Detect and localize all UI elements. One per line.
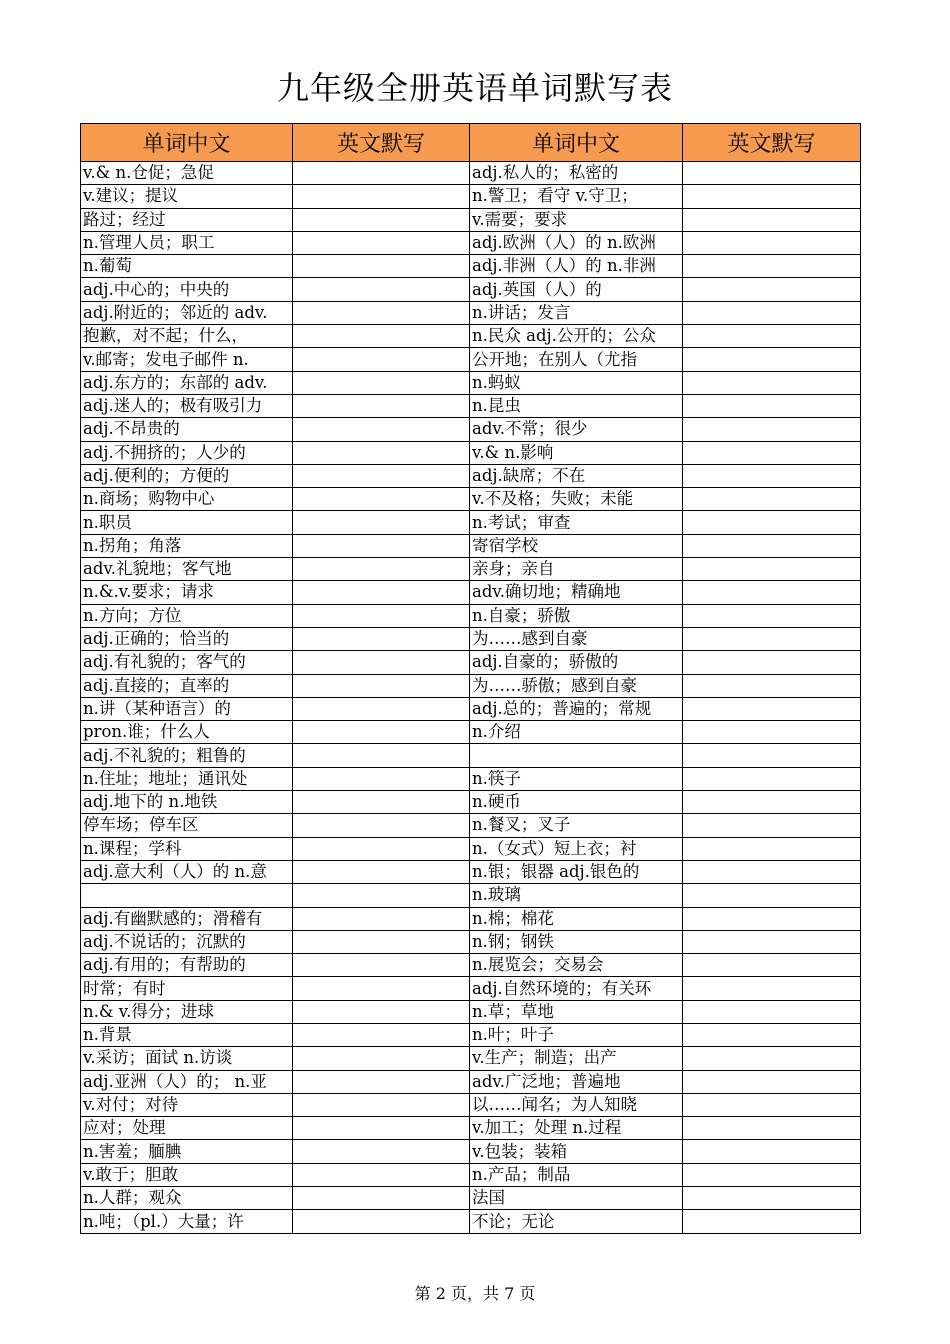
table-row [81, 884, 861, 907]
answer-cell-right[interactable] [683, 1023, 861, 1046]
table-row [81, 348, 861, 371]
table-row [81, 418, 861, 441]
answer-cell-left[interactable] [293, 744, 470, 767]
answer-cell-left[interactable] [293, 581, 470, 604]
answer-cell-right[interactable] [683, 604, 861, 627]
chinese-cell-left: 路过；经过 [81, 208, 293, 231]
answer-cell-left[interactable] [293, 1140, 470, 1163]
table-row [81, 767, 861, 790]
table-row [81, 860, 861, 883]
answer-cell-right[interactable] [683, 767, 861, 790]
answer-cell-right[interactable] [683, 558, 861, 581]
header-english-left: 英文默写 [293, 124, 470, 162]
answer-cell-right[interactable] [683, 1000, 861, 1023]
table-body [81, 162, 861, 1234]
answer-cell-left[interactable] [293, 930, 470, 953]
answer-cell-right[interactable] [683, 325, 861, 348]
answer-cell-left[interactable] [293, 954, 470, 977]
chinese-cell-left: n.害羞；腼腆 [81, 1140, 293, 1163]
table-row [81, 1093, 861, 1116]
answer-cell-right[interactable] [683, 185, 861, 208]
chinese-cell-right: adj.私人的；私密的 [470, 162, 683, 185]
answer-cell-left[interactable] [293, 325, 470, 348]
table-row [81, 954, 861, 977]
answer-cell-left[interactable] [293, 488, 470, 511]
answer-cell-right[interactable] [683, 930, 861, 953]
chinese-cell-right: adj.欧洲（人）的 n.欧洲 [470, 231, 683, 254]
answer-cell-left[interactable] [293, 907, 470, 930]
answer-cell-right[interactable] [683, 884, 861, 907]
table-row [81, 977, 861, 1000]
table-row [81, 1140, 861, 1163]
header-chinese-right: 单词中文 [470, 124, 683, 162]
chinese-cell-left: n.方向；方位 [81, 604, 293, 627]
answer-cell-right[interactable] [683, 721, 861, 744]
table-row [81, 651, 861, 674]
chinese-cell-left: n.讲（某种语言）的 [81, 697, 293, 720]
answer-cell-right[interactable] [683, 488, 861, 511]
chinese-cell-left: n.背景 [81, 1023, 293, 1046]
chinese-cell-left: n.吨；（pl.）大量；许 [81, 1210, 293, 1233]
table-row [81, 301, 861, 324]
answer-cell-left[interactable] [293, 464, 470, 487]
table-row [81, 1163, 861, 1186]
table-row [81, 441, 861, 464]
table-row [81, 814, 861, 837]
answer-cell-left[interactable] [293, 534, 470, 557]
answer-cell-left[interactable] [293, 1047, 470, 1070]
chinese-cell-right: v.生产；制造；出产 [470, 1047, 683, 1070]
chinese-cell-right: adj.英国（人）的 [470, 278, 683, 301]
chinese-cell-left: n.& v.得分；进球 [81, 1000, 293, 1023]
page-title: 九年级全册英语单词默写表 [276, 69, 673, 107]
answer-cell-left[interactable] [293, 511, 470, 534]
answer-cell-right[interactable] [683, 697, 861, 720]
chinese-cell-right: adv.不常；很少 [470, 418, 683, 441]
chinese-cell-left: n.葡萄 [81, 255, 293, 278]
chinese-cell-right: v.包装；装箱 [470, 1140, 683, 1163]
answer-cell-right[interactable] [683, 814, 861, 837]
table-row [81, 255, 861, 278]
table-row [81, 697, 861, 720]
page-footer: 第 2 页，共 7 页 [414, 1284, 536, 1303]
answer-cell-right[interactable] [683, 1070, 861, 1093]
answer-cell-left[interactable] [293, 1070, 470, 1093]
table-row [81, 604, 861, 627]
answer-cell-right[interactable] [683, 1210, 861, 1233]
chinese-cell-left: adj.附近的；邻近的 adv. [81, 301, 293, 324]
table-row [81, 325, 861, 348]
chinese-cell-left: adj.中心的；中央的 [81, 278, 293, 301]
chinese-cell-right: n.草；草地 [470, 1000, 683, 1023]
chinese-cell-left: adj.有用的；有帮助的 [81, 954, 293, 977]
chinese-cell-left: adj.亚洲（人）的； n.亚 [81, 1070, 293, 1093]
chinese-cell-right: 不论；无论 [470, 1210, 683, 1233]
chinese-cell-left: v.敢于；胆敢 [81, 1163, 293, 1186]
answer-cell-right[interactable] [683, 651, 861, 674]
table-row [81, 791, 861, 814]
chinese-cell-left: adj.不昂贵的 [81, 418, 293, 441]
answer-cell-right[interactable] [683, 744, 861, 767]
answer-cell-left[interactable] [293, 348, 470, 371]
chinese-cell-right: n.产品；制品 [470, 1163, 683, 1186]
answer-cell-right[interactable] [683, 627, 861, 650]
answer-cell-left[interactable] [293, 1000, 470, 1023]
table-row [81, 278, 861, 301]
answer-cell-right[interactable] [683, 791, 861, 814]
answer-cell-left[interactable] [293, 371, 470, 394]
answer-cell-left[interactable] [293, 721, 470, 744]
answer-cell-left[interactable] [293, 418, 470, 441]
answer-cell-right[interactable] [683, 371, 861, 394]
chinese-cell-right [470, 744, 683, 767]
chinese-cell-left: adj.不说话的；沉默的 [81, 930, 293, 953]
chinese-cell-right: adj.缺席；不在 [470, 464, 683, 487]
chinese-cell-left: n.职员 [81, 511, 293, 534]
chinese-cell-right: 寄宿学校 [470, 534, 683, 557]
chinese-cell-left: adj.有幽默感的；滑稽有 [81, 907, 293, 930]
answer-cell-left[interactable] [293, 1187, 470, 1210]
answer-cell-left[interactable] [293, 162, 470, 185]
chinese-cell-right: n.介绍 [470, 721, 683, 744]
answer-cell-right[interactable] [683, 231, 861, 254]
chinese-cell-left: n.课程；学科 [81, 837, 293, 860]
chinese-cell-left: adj.意大利（人）的 n.意 [81, 860, 293, 883]
chinese-cell-left: adj.迷人的；极有吸引力 [81, 394, 293, 417]
answer-cell-right[interactable] [683, 1140, 861, 1163]
chinese-cell-left: n.人群；观众 [81, 1187, 293, 1210]
answer-cell-right[interactable] [683, 255, 861, 278]
chinese-cell-left: n.住址；地址；通讯处 [81, 767, 293, 790]
chinese-cell-left: n.商场；购物中心 [81, 488, 293, 511]
chinese-cell-right: n.钢；钢铁 [470, 930, 683, 953]
answer-cell-left[interactable] [293, 791, 470, 814]
chinese-cell-right: adj.自然环境的；有关环 [470, 977, 683, 1000]
table-row [81, 1117, 861, 1140]
answer-cell-left[interactable] [293, 301, 470, 324]
table-row [81, 1000, 861, 1023]
chinese-cell-left: adj.不拥挤的；人少的 [81, 441, 293, 464]
answer-cell-right[interactable] [683, 1117, 861, 1140]
table-row [81, 162, 861, 185]
table-row [81, 511, 861, 534]
chinese-cell-left: adj.直接的；直率的 [81, 674, 293, 697]
chinese-cell-left: v.邮寄；发电子邮件 n. [81, 348, 293, 371]
answer-cell-left[interactable] [293, 884, 470, 907]
chinese-cell-right: n.硬币 [470, 791, 683, 814]
answer-cell-left[interactable] [293, 558, 470, 581]
answer-cell-left[interactable] [293, 674, 470, 697]
chinese-cell-right: n.民众 adj.公开的；公众 [470, 325, 683, 348]
answer-cell-left[interactable] [293, 1023, 470, 1046]
chinese-cell-right: v.& n.影响 [470, 441, 683, 464]
table-row [81, 581, 861, 604]
table-row [81, 627, 861, 650]
chinese-cell-left: v.采访；面试 n.访谈 [81, 1047, 293, 1070]
chinese-cell-right: n.餐叉；叉子 [470, 814, 683, 837]
table-row [81, 1023, 861, 1046]
answer-cell-left[interactable] [293, 651, 470, 674]
chinese-cell-right: adj.总的；普遍的；常规 [470, 697, 683, 720]
answer-cell-left[interactable] [293, 604, 470, 627]
answer-cell-right[interactable] [683, 1093, 861, 1116]
chinese-cell-right: 为……感到自豪 [470, 627, 683, 650]
chinese-cell-left: n.管理人员；职工 [81, 231, 293, 254]
table-header-row [81, 124, 861, 162]
chinese-cell-left: adj.正确的；恰当的 [81, 627, 293, 650]
table-row [81, 1210, 861, 1233]
chinese-cell-right: n.银；银器 adj.银色的 [470, 860, 683, 883]
answer-cell-right[interactable] [683, 162, 861, 185]
answer-cell-left[interactable] [293, 767, 470, 790]
answer-cell-right[interactable] [683, 674, 861, 697]
table-row [81, 1070, 861, 1093]
answer-cell-left[interactable] [293, 1093, 470, 1116]
chinese-cell-right: n.（女式）短上衣；衬 [470, 837, 683, 860]
answer-cell-left[interactable] [293, 1163, 470, 1186]
chinese-cell-right: 为……骄傲；感到自豪 [470, 674, 683, 697]
answer-cell-right[interactable] [683, 581, 861, 604]
chinese-cell-left: adj.东方的；东部的 adv. [81, 371, 293, 394]
chinese-cell-right: 公开地；在别人（尤指 [470, 348, 683, 371]
chinese-cell-right: n.叶；叶子 [470, 1023, 683, 1046]
answer-cell-right[interactable] [683, 907, 861, 930]
answer-cell-left[interactable] [293, 1210, 470, 1233]
answer-cell-right[interactable] [683, 1163, 861, 1186]
answer-cell-right[interactable] [683, 837, 861, 860]
chinese-cell-right: n.蚂蚁 [470, 371, 683, 394]
chinese-cell-left: n.拐角；角落 [81, 534, 293, 557]
table-row [81, 394, 861, 417]
answer-cell-right[interactable] [683, 954, 861, 977]
answer-cell-right[interactable] [683, 977, 861, 1000]
answer-cell-left[interactable] [293, 977, 470, 1000]
answer-cell-right[interactable] [683, 208, 861, 231]
chinese-cell-left: 应对；处理 [81, 1117, 293, 1140]
answer-cell-right[interactable] [683, 394, 861, 417]
chinese-cell-left: pron.谁；什么人 [81, 721, 293, 744]
chinese-cell-right: n.展览会；交易会 [470, 954, 683, 977]
table-row [81, 371, 861, 394]
table-row [81, 558, 861, 581]
answer-cell-right[interactable] [683, 464, 861, 487]
header-english-right: 英文默写 [683, 124, 861, 162]
chinese-cell-right: 法国 [470, 1187, 683, 1210]
answer-cell-left[interactable] [293, 231, 470, 254]
table-row [81, 464, 861, 487]
answer-cell-right[interactable] [683, 301, 861, 324]
table-row [81, 231, 861, 254]
table-row [81, 208, 861, 231]
answer-cell-right[interactable] [683, 511, 861, 534]
chinese-cell-right: n.昆虫 [470, 394, 683, 417]
table-row [81, 488, 861, 511]
answer-cell-left[interactable] [293, 441, 470, 464]
chinese-cell-left: 时常；有时 [81, 977, 293, 1000]
table-row [81, 534, 861, 557]
chinese-cell-right: n.玻璃 [470, 884, 683, 907]
chinese-cell-right: adj.自豪的；骄傲的 [470, 651, 683, 674]
chinese-cell-left: v.建议；提议 [81, 185, 293, 208]
answer-cell-left[interactable] [293, 394, 470, 417]
answer-cell-right[interactable] [683, 348, 861, 371]
answer-cell-left[interactable] [293, 814, 470, 837]
chinese-cell-left: 停车场；停车区 [81, 814, 293, 837]
chinese-cell-right: n.讲话；发言 [470, 301, 683, 324]
answer-cell-left[interactable] [293, 1117, 470, 1140]
table-row [81, 1047, 861, 1070]
chinese-cell-left: adj.地下的 n.地铁 [81, 791, 293, 814]
chinese-cell-right: n.考试；审查 [470, 511, 683, 534]
answer-cell-left[interactable] [293, 185, 470, 208]
answer-cell-right[interactable] [683, 418, 861, 441]
chinese-cell-left: adj.便利的；方便的 [81, 464, 293, 487]
answer-cell-right[interactable] [683, 278, 861, 301]
table-row [81, 930, 861, 953]
chinese-cell-right: v.加工；处理 n.过程 [470, 1117, 683, 1140]
answer-cell-right[interactable] [683, 860, 861, 883]
chinese-cell-right: adv.广泛地；普遍地 [470, 1070, 683, 1093]
chinese-cell-right: v.需要；要求 [470, 208, 683, 231]
table-row [81, 674, 861, 697]
chinese-cell-right: n.筷子 [470, 767, 683, 790]
chinese-cell-left: v.对付；对待 [81, 1093, 293, 1116]
answer-cell-right[interactable] [683, 441, 861, 464]
chinese-cell-left: v.& n.仓促；急促 [81, 162, 293, 185]
chinese-cell-left: adv.礼貌地；客气地 [81, 558, 293, 581]
chinese-cell-right: n.自豪；骄傲 [470, 604, 683, 627]
table-row [81, 721, 861, 744]
answer-cell-left[interactable] [293, 627, 470, 650]
chinese-cell-left [81, 884, 293, 907]
table-row [81, 1187, 861, 1210]
answer-cell-left[interactable] [293, 255, 470, 278]
chinese-cell-left: 抱歉，对不起；什么， [81, 325, 293, 348]
chinese-cell-right: adv.确切地；精确地 [470, 581, 683, 604]
answer-cell-left[interactable] [293, 860, 470, 883]
header-chinese-left: 单词中文 [81, 124, 293, 162]
table-row [81, 185, 861, 208]
table-row [81, 907, 861, 930]
chinese-cell-left: adj.不礼貌的；粗鲁的 [81, 744, 293, 767]
chinese-cell-right: adj.非洲（人）的 n.非洲 [470, 255, 683, 278]
answer-cell-left[interactable] [293, 208, 470, 231]
answer-cell-left[interactable] [293, 278, 470, 301]
answer-cell-right[interactable] [683, 534, 861, 557]
table-row [81, 837, 861, 860]
chinese-cell-right: n.警卫；看守 v.守卫； [470, 185, 683, 208]
chinese-cell-right: n.棉；棉花 [470, 907, 683, 930]
chinese-cell-right: 以……闻名；为人知晓 [470, 1093, 683, 1116]
chinese-cell-left: n.&.v.要求；请求 [81, 581, 293, 604]
answer-cell-right[interactable] [683, 1047, 861, 1070]
table-row [81, 744, 861, 767]
answer-cell-left[interactable] [293, 697, 470, 720]
chinese-cell-right: 亲身；亲自 [470, 558, 683, 581]
chinese-cell-right: v.不及格；失败；未能 [470, 488, 683, 511]
chinese-cell-left: adj.有礼貌的；客气的 [81, 651, 293, 674]
answer-cell-left[interactable] [293, 837, 470, 860]
vocabulary-table [80, 123, 861, 1234]
answer-cell-right[interactable] [683, 1187, 861, 1210]
